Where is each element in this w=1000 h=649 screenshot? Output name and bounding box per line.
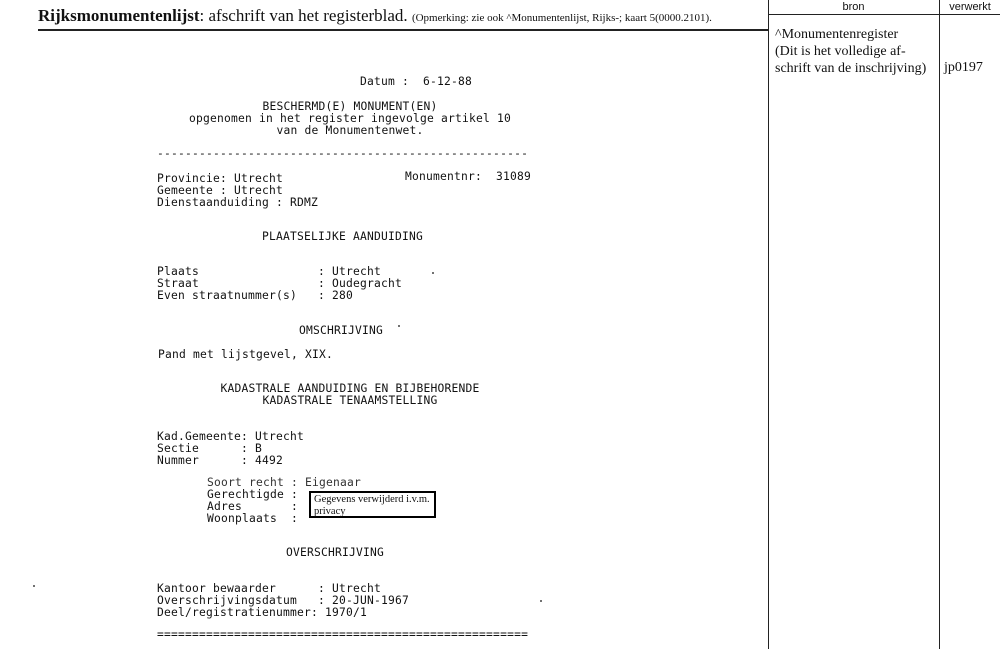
bron-line: schrift van de inschrijving) (775, 61, 927, 76)
kad-gemeente: Kad.Gemeente: Utrecht (157, 430, 305, 443)
scan-speck (432, 272, 434, 274)
verwerkt-column-divider (939, 0, 940, 649)
heading-line: opgenomen in het register ingevolge artikel 10 (188, 112, 512, 125)
scan-speck (398, 325, 400, 327)
sectie: Sectie : B (157, 442, 263, 455)
bron-line: ^Monumentenregister (775, 27, 899, 42)
nummer: Nummer : 4492 (157, 454, 284, 467)
verwerkt-column-header: verwerkt (949, 1, 991, 13)
scan-speck (540, 600, 542, 602)
title-note: (Opmerking: zie ook ^Monumentenlijst, Rijks-; kaart 5(0000.2101). (411, 12, 712, 24)
soort-recht: Soort recht : Eigenaar (207, 476, 362, 489)
privacy-redaction-box: Gegevens verwijderd i.v.m. privacy (309, 491, 436, 518)
woonplaats: Woonplaats : (207, 512, 299, 525)
header-rule (38, 29, 768, 31)
overschrijvingsdatum: Overschrijvingsdatum : 20-JUN-1967 (157, 594, 410, 607)
dienstaanduiding: Dienstaanduiding : RDMZ (157, 196, 319, 209)
separator-dashes: ----------------------------------------------------- (157, 147, 529, 160)
title-rest: : afschrift van het registerblad. (199, 6, 408, 25)
straat: Straat : Oudegracht (157, 277, 403, 290)
gemeente: Gemeente : Utrecht (157, 184, 284, 197)
bron-text (775, 26, 940, 77)
heading-line: BESCHERMD(E) MONUMENT(EN) (262, 100, 438, 113)
kantoor-bewaarder: Kantoor bewaarder : Utrecht (157, 582, 382, 595)
omschrijving: Pand met lijstgevel, XIX. (158, 348, 334, 361)
bron-line: (Dit is het volledige af- (775, 44, 906, 59)
bron-column-divider (768, 0, 769, 649)
monumentnr: Monumentnr: 31089 (405, 170, 532, 183)
provincie: Provincie: Utrecht (157, 172, 284, 185)
separator-equals: ===================================================== (157, 628, 529, 641)
card-title (38, 6, 712, 26)
gerechtigde: Gerechtigde : (207, 488, 299, 501)
plaats: Plaats : Utrecht (157, 265, 382, 278)
verwerkt-value: jp0197 (944, 60, 983, 75)
omschrijving-heading: OMSCHRIJVING (299, 324, 384, 337)
title-bold: Rijksmonumentenlijst (38, 6, 200, 25)
adres: Adres : (207, 500, 299, 513)
scan-speck (33, 585, 35, 587)
straatnummer: Even straatnummer(s) : 280 (157, 289, 354, 302)
column-header-rule (768, 14, 1000, 15)
overschrijving-heading: OVERSCHRIJVING (286, 546, 385, 559)
heading-line: van de Monumentenwet. (276, 124, 424, 137)
plaatselijke-heading: PLAATSELIJKE AANDUIDING (262, 230, 424, 243)
kadastrale-heading: KADASTRALE TENAAMSTELLING (262, 394, 438, 407)
bron-column-header: bron (842, 1, 865, 13)
kadastrale-heading: KADASTRALE AANDUIDING EN BIJBEHORENDE (220, 382, 480, 395)
datum: Datum : 6-12-88 (360, 75, 473, 88)
deel-registratienummer: Deel/registratienummer: 1970/1 (157, 606, 368, 619)
